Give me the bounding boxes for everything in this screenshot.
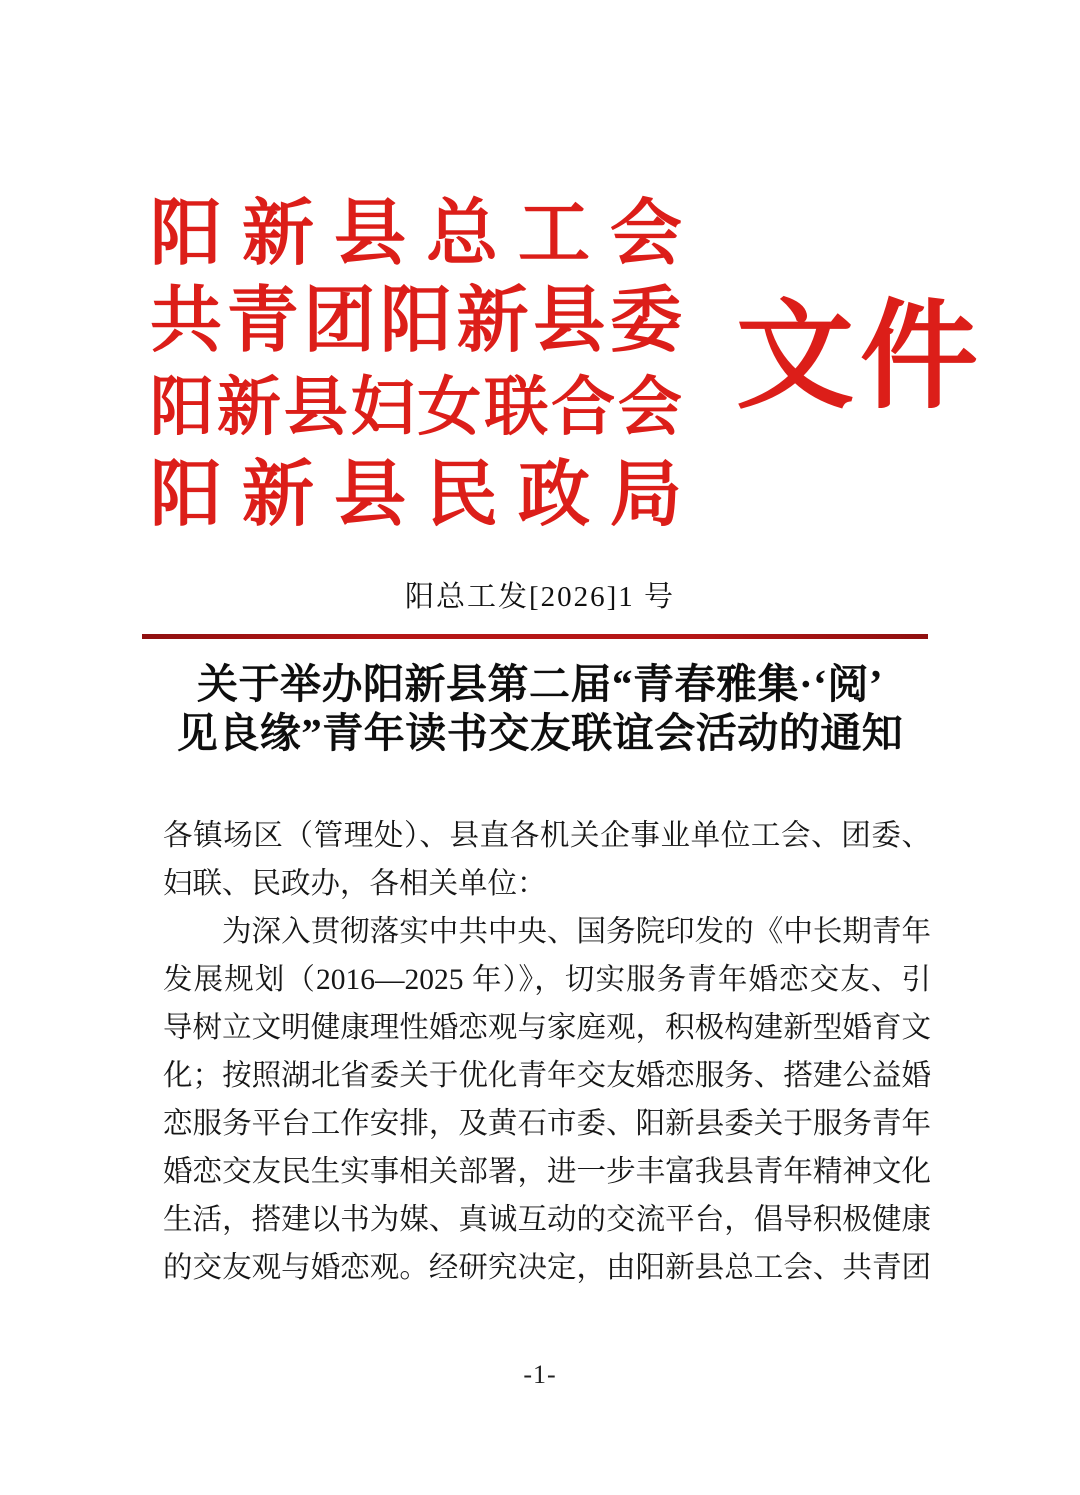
body-line: 婚恋交友民生实事相关部署，进一步丰富我县青年精神文化 <box>163 1156 931 1188</box>
issuing-orgs <box>150 190 682 538</box>
title-line-2: 见良缘”青年读书交友联谊会活动的通知 <box>176 710 904 756</box>
page-number: -1- <box>523 1360 557 1389</box>
body-line: 各镇场区（管理处）、县直各机关企事业单位工会、团委、 <box>163 820 931 852</box>
org-name-civil-affairs-bureau: 阳 新 县 民 政 局 <box>150 454 682 535</box>
body-line: 的交友观与婚恋观。经研究决定，由阳新县总工会、共青团 <box>163 1252 931 1284</box>
doc-type-label: 文件 <box>736 292 985 423</box>
org-name-womens-federation: 阳 新 县 妇 女 联 合 会 <box>150 371 682 443</box>
body-line: 生活，搭建以书为媒、真诚互动的交流平台，倡导积极健康 <box>163 1204 931 1236</box>
body-line: 恋服务平台工作安排，及黄石市委、阳新县委关于服务青年 <box>163 1108 931 1140</box>
document-title <box>90 660 990 758</box>
org-name-communist-youth-league: 共 青 团 阳 新 县 委 <box>150 280 682 361</box>
body-line: 化；按照湖北省委关于优化青年交友婚恋服务、搭建公益婚 <box>163 1060 931 1092</box>
red-divider-line <box>142 634 928 639</box>
body-line: 为深入贯彻落实中共中央、国务院印发的《中长期青年 <box>222 916 931 948</box>
org-name-federation-of-trade-unions: 阳 新 县 总 工 会 <box>150 193 682 274</box>
document-body <box>163 812 931 1292</box>
body-line: 妇联、民政办，各相关单位： <box>163 868 547 900</box>
body-line: 发展规划（2016—2025 年）》，切实服务青年婚恋交友、引 <box>163 964 931 996</box>
doc-number: 阳总工发[2026]1 号 <box>404 581 676 613</box>
body-line: 导树立文明健康理性婚恋观与家庭观，积极构建新型婚育文 <box>163 1012 931 1044</box>
title-line-1: 关于举办阳新县第二届“青春雅集·‘阅’ <box>197 661 883 707</box>
